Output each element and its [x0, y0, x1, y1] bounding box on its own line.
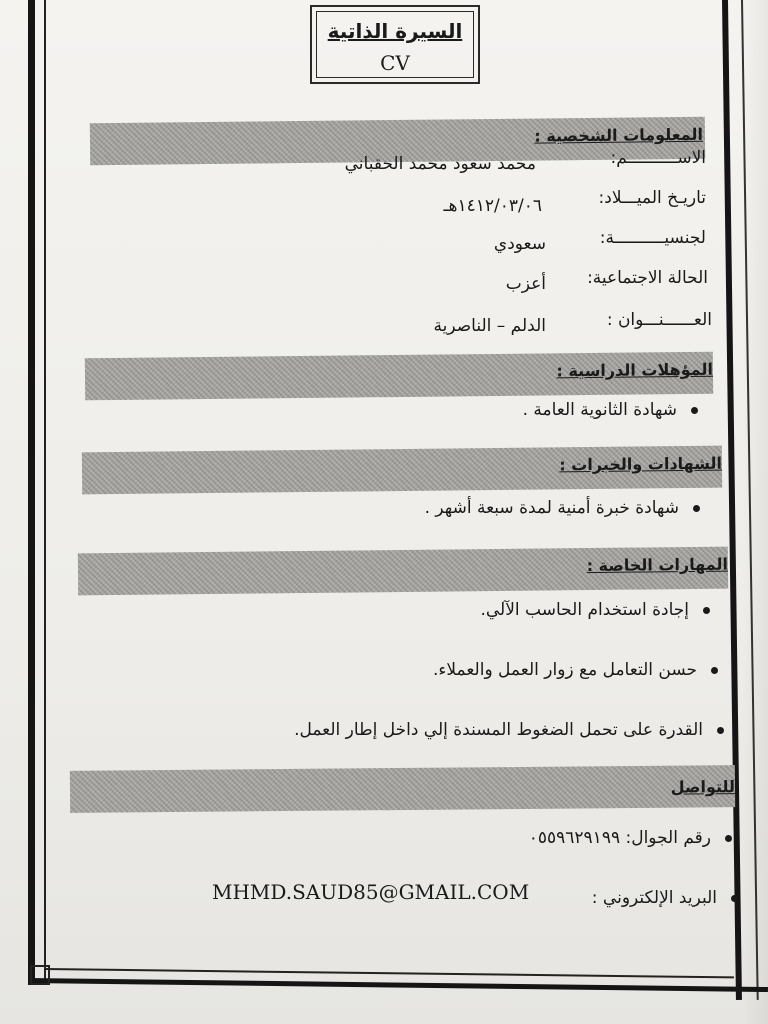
field-value-name: محمد سعود محمد الحقباني	[344, 154, 536, 174]
field-label-marital-status: الحالة الاجتماعية:	[587, 268, 708, 288]
frame-line-left-inner	[44, 0, 46, 985]
section-bar-experience	[82, 446, 722, 495]
bullet-icon	[731, 895, 738, 902]
field-value-address: الدلم – الناصرية	[433, 316, 546, 336]
frame-line-right	[722, 0, 742, 1000]
field-label-name: الاســــــــــم:	[610, 148, 706, 168]
bullet-icon	[693, 505, 700, 512]
phone-value: ٠٥٥٩٦٢٩١٩٩	[528, 828, 621, 848]
section-bar-contact	[70, 765, 735, 813]
bullet-icon	[691, 407, 698, 414]
bullet-icon	[717, 727, 724, 734]
frame-line-bottom	[28, 978, 768, 992]
bullet-icon	[703, 607, 710, 614]
email-value: MHMD.SAUD85@GMAIL.COM	[212, 880, 530, 904]
section-heading-education: المؤهلات الدراسية :	[556, 359, 714, 381]
paper-shadow	[742, 0, 768, 1024]
section-bar-education	[85, 352, 713, 401]
phone-label: رقم الجوال:	[625, 828, 711, 848]
title-box	[310, 5, 480, 84]
frame-corner-ornament	[30, 965, 50, 985]
section-heading-experience: الشهادات والخبرات :	[559, 453, 723, 475]
list-item-education-1: شهادة الثانوية العامة .	[523, 400, 698, 420]
frame-line-bottom-inner	[44, 968, 734, 978]
title-english: CV	[380, 51, 410, 75]
field-label-address: العــــــنـــوان :	[606, 310, 712, 330]
title-arabic: السيرة الذاتية	[327, 19, 463, 43]
list-item-skill-3: القدرة على تحمل الضغوط المسندة إلي داخل إطار العمل.	[294, 720, 724, 740]
field-value-marital-status: أعزب	[505, 274, 546, 294]
field-value-nationality: سعودي	[493, 234, 546, 254]
section-heading-skills: المهارات الخاصة :	[586, 554, 729, 576]
list-item-experience-1: شهادة خبرة أمنية لمدة سبعة أشهر .	[425, 498, 700, 518]
bullet-icon	[711, 667, 718, 674]
section-heading-contact: للتواصل	[670, 777, 736, 797]
section-bar-skills	[78, 547, 728, 596]
contact-phone-row	[529, 828, 732, 848]
field-label-nationality: لجنسيــــــــــة:	[599, 228, 706, 248]
section-heading-personal: المعلومات الشخصية :	[534, 124, 704, 146]
list-item-skill-1: إجادة استخدام الحاسب الآلي.	[480, 600, 710, 620]
field-label-birthdate: تاريـخ الميـــلاد:	[598, 188, 706, 208]
email-label: البريد الإلكتروني :	[591, 888, 717, 908]
bullet-icon	[725, 835, 732, 842]
list-item-skill-2: حسن التعامل مع زوار العمل والعملاء.	[433, 660, 718, 680]
contact-email-row	[592, 888, 738, 908]
field-value-birthdate: ١٤١٢/٠٣/٠٦هـ	[443, 196, 542, 216]
frame-line-left	[28, 0, 35, 985]
